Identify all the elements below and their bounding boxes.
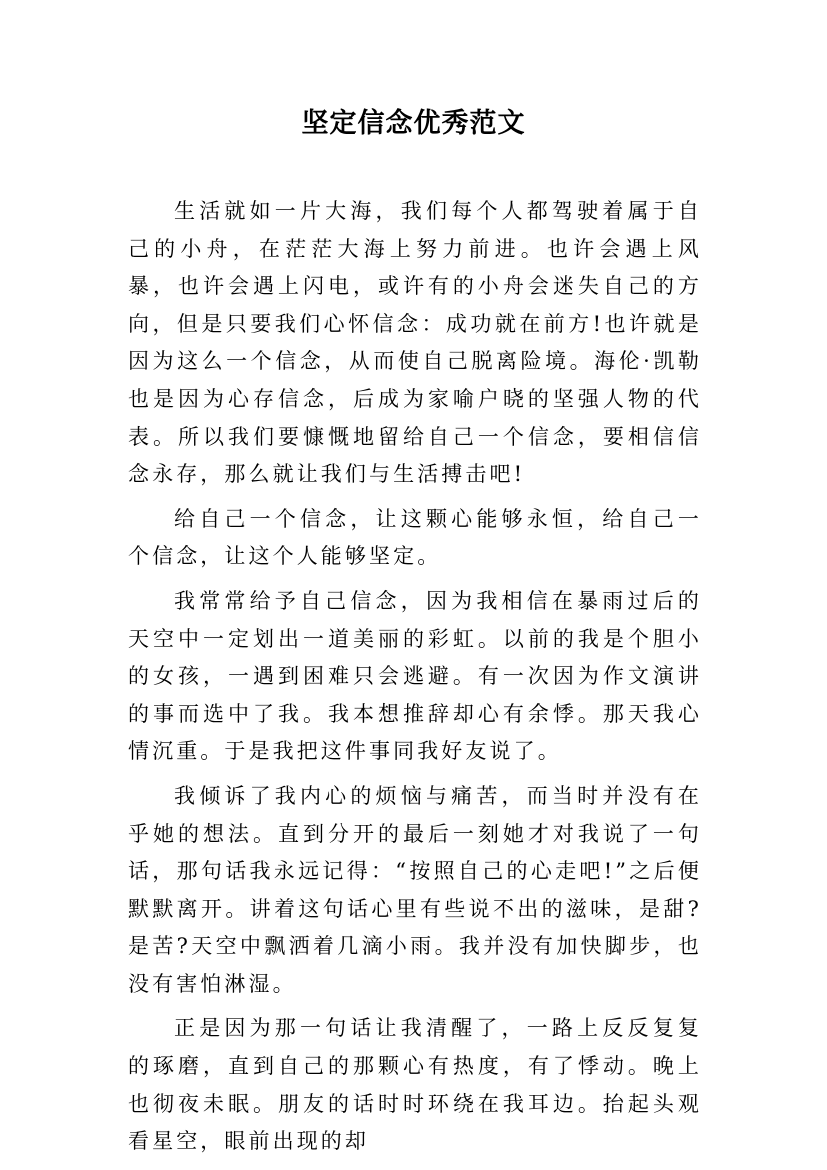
- paragraph-2: 给自己一个信念，让这颗心能够永恒，给自己一个信念，让这个人能够坚定。: [128, 506, 702, 569]
- document-title: 坚定信念优秀范文: [301, 108, 526, 139]
- paragraph-5: 正是因为那一句话让我清醒了，一路上反反复复的琢磨，直到自己的那颗心有热度，有了悸动。晚上也彻夜未眠。朋友的话时时环绕在我耳边。抬起头观看星空，眼前出现的却: [128, 1016, 702, 1154]
- document-body: [128, 193, 702, 1168]
- paragraph-4: 我倾诉了我内心的烦恼与痛苦，而当时并没有在乎她的想法。直到分开的最后一刻她才对我说了一句话，那句话我永远记得：“按照自己的心走吧!”之后便默默离开。讲着这句话心里有些说不出的滋味，是甜?是苦?天空中飘洒着几滴小雨。我并没有加快脚步，也没有害怕淋湿。: [128, 783, 702, 996]
- paragraph-1: 生活就如一片大海，我们每个人都驾驶着属于自己的小舟，在茫茫大海上努力前进。也许会遇上风暴，也许会遇上闪电，或许有的小舟会迷失自己的方向，但是只要我们心怀信念：成功就在前方!也许就是因为这么一个信念，从而使自己脱离险境。海伦·凯勒也是因为心存信念，后成为家喻户晓的坚强人物的代表。所以我们要慷慨地留给自己一个信念，要相信信念永存，那么就让我们与生活搏击吧!: [128, 199, 702, 487]
- paragraph-3: 我常常给予自己信念，因为我相信在暴雨过后的天空中一定划出一道美丽的彩虹。以前的我是个胆小的女孩，一遇到困难只会逃避。有一次因为作文演讲的事而选中了我。我本想推辞却心有余悸。那天我心情沉重。于是我把这件事同我好友说了。: [128, 588, 702, 764]
